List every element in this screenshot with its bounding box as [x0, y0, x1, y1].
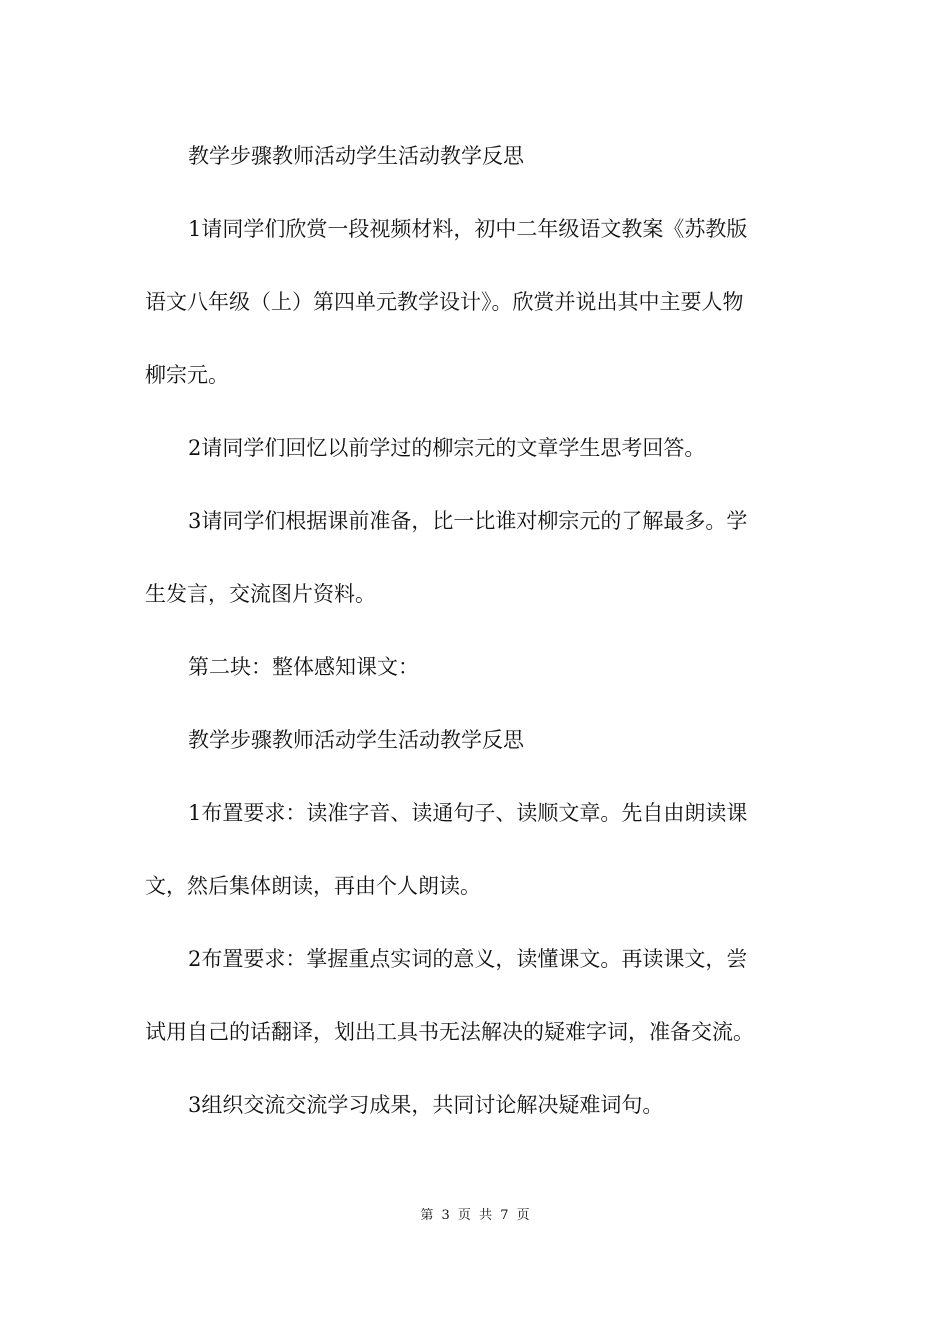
text-line: 文，然后集体朗读，再由个人朗读。: [145, 874, 481, 898]
footer-total-unit: 页: [516, 1208, 530, 1223]
text-line: 1请同学们欣赏一段视频材料，初中二年级语文教案《苏教版: [188, 217, 748, 241]
text-line: 2布置要求：掌握重点实词的意义，读懂课文。再读课文，尝: [188, 947, 748, 971]
text-line: 柳宗元。: [145, 363, 229, 387]
text-line: 3组织交流交流学习成果，共同讨论解决疑难词句。: [188, 1093, 664, 1117]
footer-prefix: 第: [420, 1208, 434, 1223]
text-line: 教学步骤教师活动学生活动教学反思: [188, 728, 524, 752]
text-line: 教学步骤教师活动学生活动教学反思: [188, 144, 524, 168]
text-line: 生发言，交流图片资料。: [145, 582, 376, 606]
page-footer: [0, 1206, 950, 1226]
text-line: 3请同学们根据课前准备，比一比谁对柳宗元的了解最多。学: [188, 509, 748, 533]
text-line: 试用自己的话翻译，划出工具书无法解决的疑难字词，准备交流。: [145, 1020, 754, 1044]
text-line: 语文八年级（上）第四单元教学设计》。欣赏并说出其中主要人物: [145, 290, 744, 314]
document-body: [145, 120, 825, 1142]
footer-page-unit: 页: [457, 1208, 471, 1223]
text-line: 2请同学们回忆以前学过的柳宗元的文章学生思考回答。: [188, 436, 706, 460]
text-line: 1布置要求：读准字音、读通句子、读顺文章。先自由朗读课: [188, 801, 748, 825]
footer-total-prefix: 共: [479, 1208, 493, 1223]
footer-current-page: 3: [441, 1208, 450, 1223]
section-heading: 第二块：整体感知课文：: [188, 655, 419, 679]
footer-total-pages: 7: [500, 1208, 509, 1223]
